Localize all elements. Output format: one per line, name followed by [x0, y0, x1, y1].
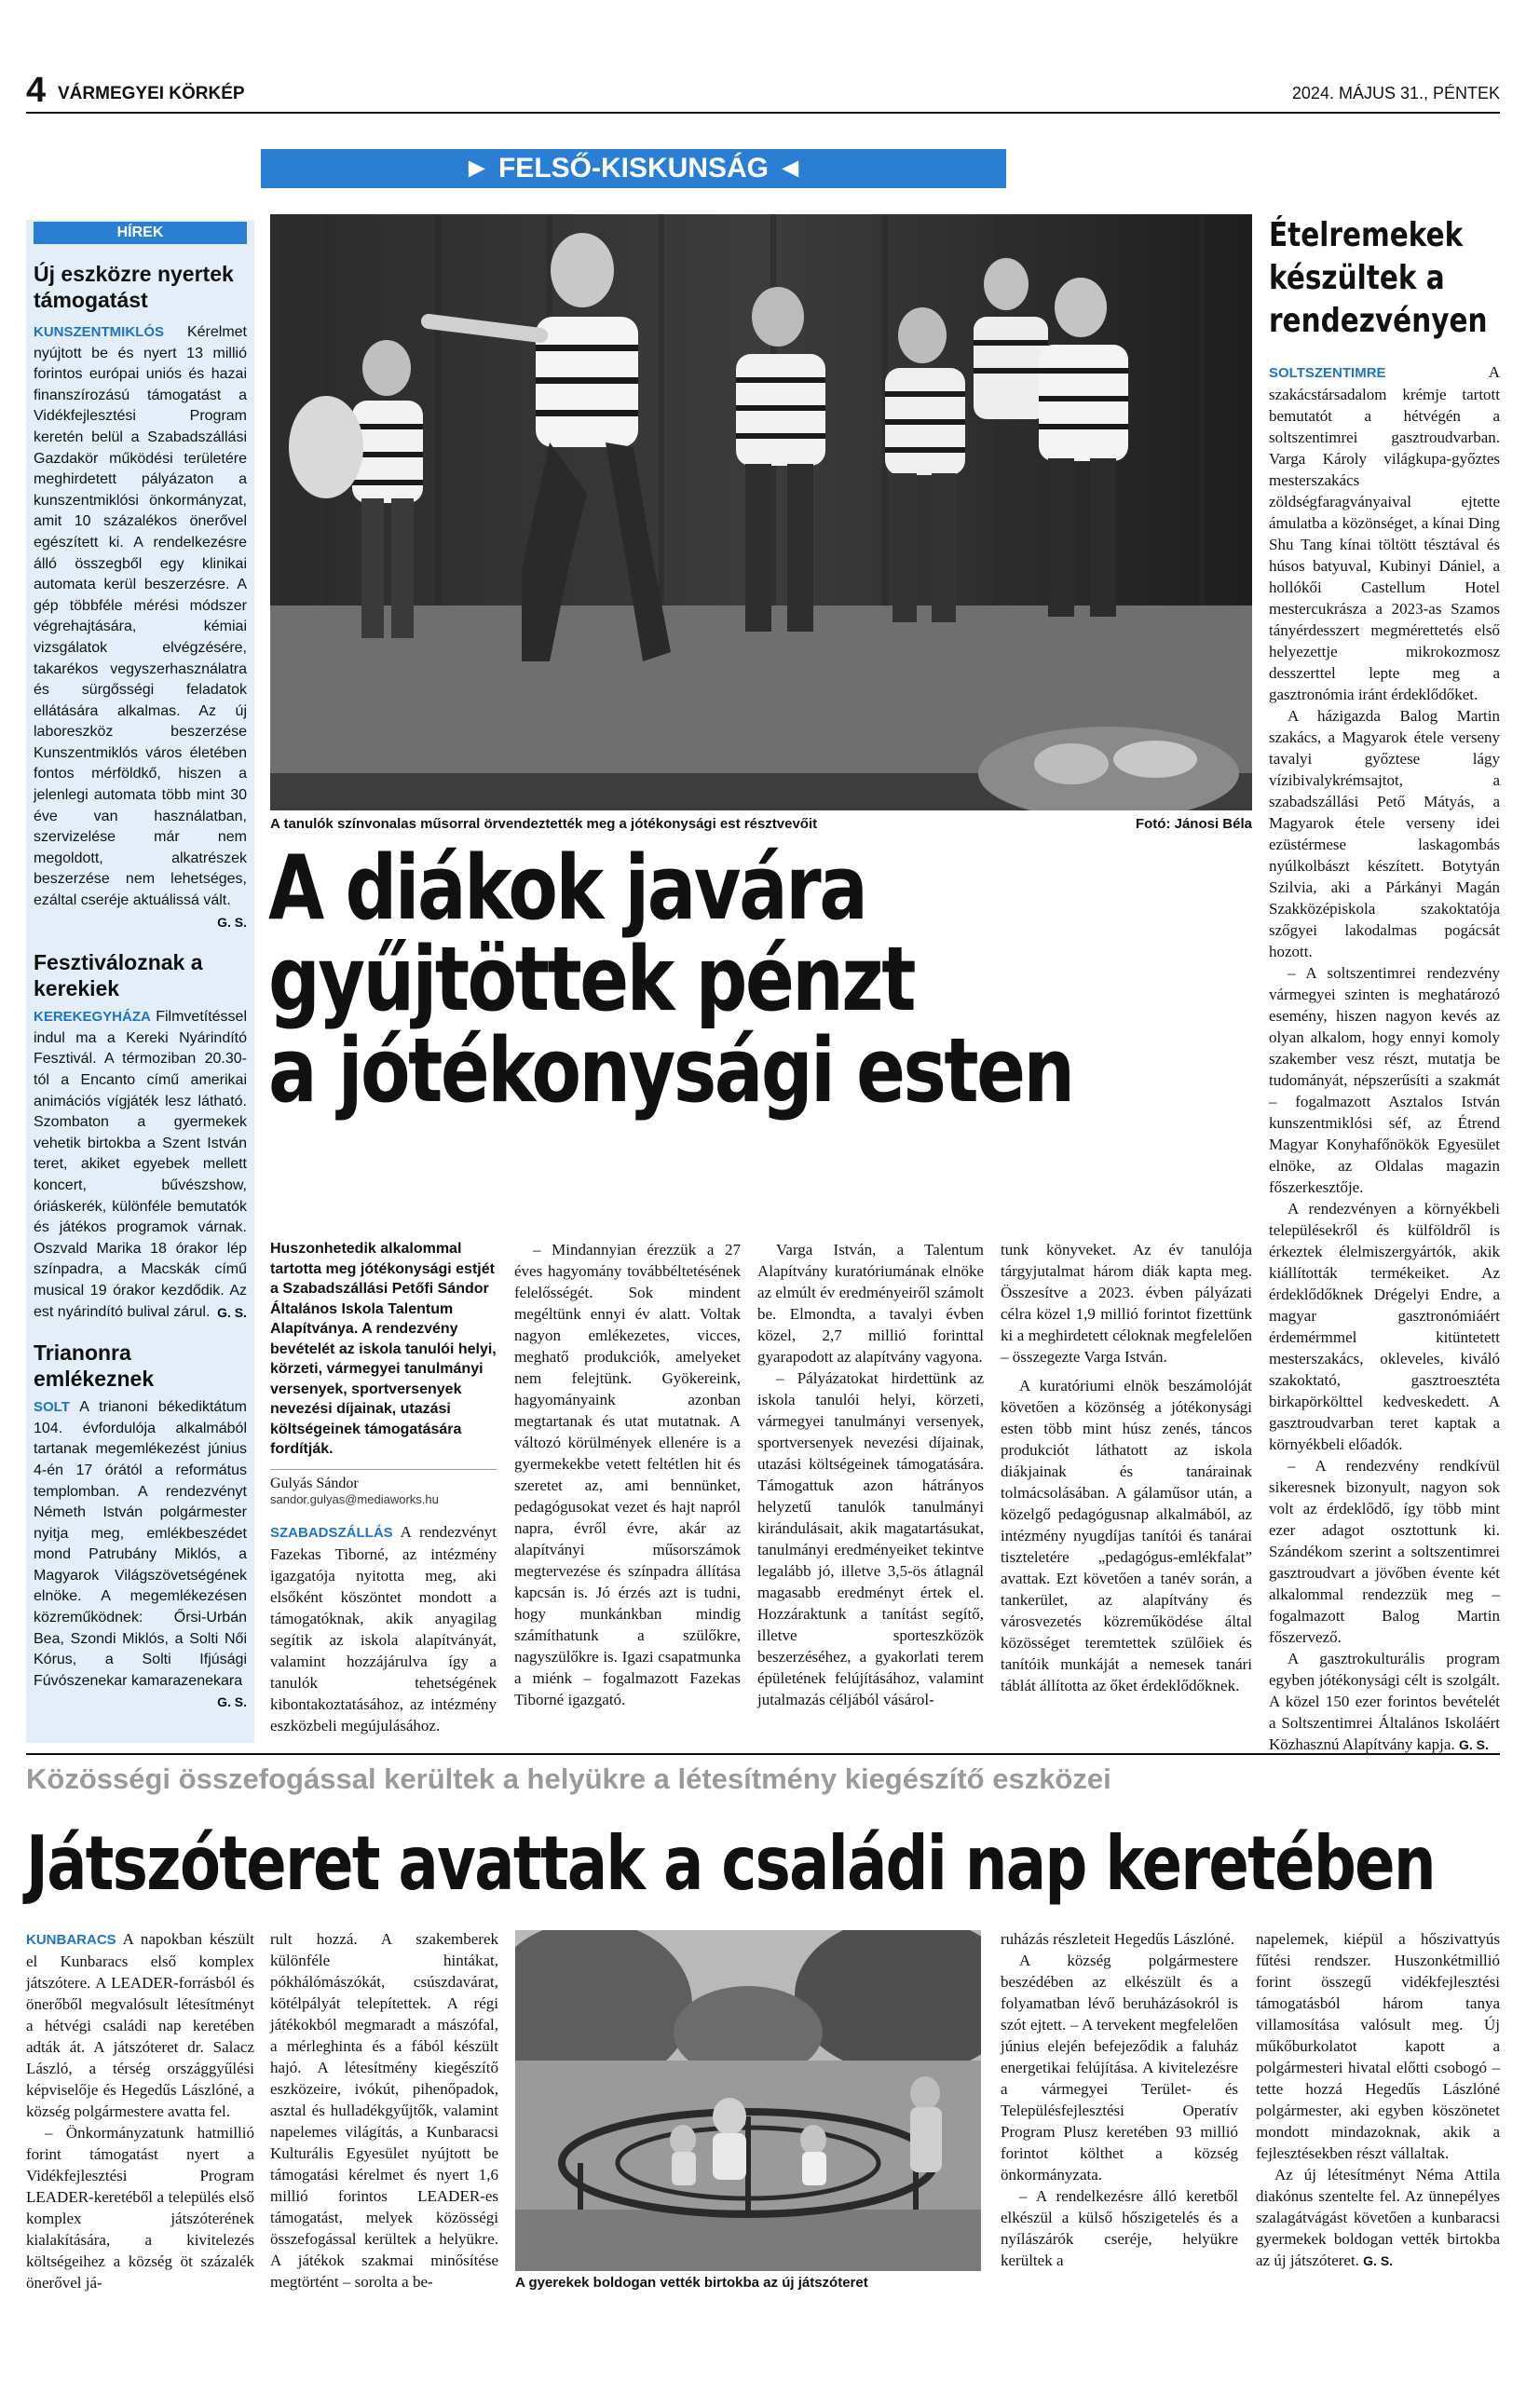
- article-paragraph: A szakácstársadalom krémje tartott bemutatót a hétvégén a soltszentimrei gasztroudvarban. Varga Károly világkupa-győztes mesterszakács zöldségfaragványaival ejtette ámulatba a közönséget, a kínai Ding Shu Tang kínai töltött tésztával és húsos batyuval, Kubinyi Dániel, a hollókői Castellum Hotel mestercukrásza a 2023-as Szamos tányérdesszert megmérettetés első helyezettje mikrokozmosz desszerttel lepte meg a gasztronómia iránt érdeklődőket.: [1269, 363, 1500, 703]
- dancing-children-image: [270, 214, 1252, 810]
- article-paragraph: rult hozzá. A szakemberek különféle hintákat, pókhálómászókát, csúszdavárat, kötélpályát telepítettek. A régi játékokból megmaradt a mászófal, a mérleghinta és a fából készült hajó. A létesítmény kiegészítő eszközeire, ivókút, pihenőpadok, asztal és hulladékgyűjtők, valamint napelemes világítás, a Kunbaracsi Kulturális Egyesület nyújtott be támogatási kérelmet és nyert 1,6 millió forintos LEADER-es támogatást, melyek közösségi összefogással kerültek a helyükre. A játékok szakmai minősítése megtörtént – sorolta a be-: [270, 1930, 498, 2291]
- bottom-signature: G. S.: [1363, 2253, 1394, 2268]
- news-sidebar: [26, 220, 254, 1743]
- right-title-line: rendezvényen: [1269, 302, 1488, 340]
- playground-image: [515, 1930, 981, 2293]
- photo-credit: Fotó: Jánosi Béla: [1135, 816, 1252, 832]
- right-title-line: Ételremekek: [1269, 216, 1464, 254]
- news-item-kicker: KEREKEGYHÁZA: [34, 1009, 151, 1026]
- right-article-kicker: SOLTSZENTIMRE: [1269, 365, 1386, 381]
- news-item: [26, 244, 254, 930]
- article-lead: Huszonhetedik alkalommal tartotta meg jótékonysági estjét a Szabadszállási Petőfi Sándor Általános Iskola Talentum Alapítványa. A rendezvény bevételét az iskola tanulói helyi, körzeti, vármegyei tanulmányi versenyek, sportversenyek nevezési díjainak, utazási költségeinek támogatására fordítják.: [270, 1241, 497, 1457]
- playground-caption: A gyerekek boldogan vették birtokba az új játszóteret: [515, 2271, 981, 2293]
- right-article: [1269, 214, 1500, 1756]
- news-item-text: Filmvetítéssel indul ma a Kereki Nyárindító Fesztivál. A térmoziban 20.30-tól a Encanto című amerikai animációs vígjáték lesz látható. Szombaton a gyermekek vehetik birtokba a Szent István teret, akiket egyebek mellett koncert, bűvészshow, óriáskerék, különféle bemutatók és játékos programok várnak. Oszvald Marika 18 órakor lép színpadra, a Macskák című musical 19 órakor kezdődik. Az est nyárindító bulival zárul.: [34, 1009, 247, 1320]
- page-header: [26, 71, 1500, 114]
- headline-line: A diákok javára: [268, 837, 866, 940]
- photo-caption-text: A tanulók színvonalas műsorral örvendeztették meg a jótékonysági est résztvevőit: [270, 816, 818, 832]
- article-paragraph: napelemek, kiépül a hőszivattyús fűtési rendszer. Huszonkétmillió forint összegű vidékfejlesztési támogatásból három tanya villamosítása valósult meg. Új műkőburkolatot kapott a polgármesteri hivatal előtti csobogó – tette hozzá Hegedűs Lászlóné polgármester, aki egyben köszönetet mondott mindazoknak, akik a fejlesztésekben részt vállaltak.: [1256, 1930, 1500, 2162]
- playground-photo: [515, 1930, 981, 2293]
- news-item-kicker: KUNSZENTMIKLÓS: [34, 324, 164, 340]
- page-number: 4: [26, 71, 47, 110]
- bottom-kicker: KUNBARACS: [26, 1932, 116, 1948]
- article-paragraph: A rendezvényen a környékbeli településekről és külföldről is érkeztek élelmiszergyártók, akik kiállították termékeiket. Az érdeklődőknek Drégelyi Endre, a magyar gasztronómiáért érdemérmmel kitüntetett mesterszakács, okleveles, kiváló szakoktató, gasztroesztéta birkapörkölttel kedveskedett. A gasztroudvarban teret kaptak a környékbeli előadók.: [1269, 1200, 1500, 1453]
- article-text: A rendezvényt Fazekas Tiborné, az intézmény igazgatója nyitotta meg, aki elsőként köszöntet mondott a támogatóknak, akik anyagilag segítik az iskola alapítványát, valamint hozzájárulva így a tanulók tehetségének kibontakoztatásához, az intézmény eszközbeli megújulásához.: [270, 1522, 497, 1735]
- article-paragraph: ruházás részleteit Hegedűs Lászlóné.: [1001, 1930, 1235, 1948]
- author-email: sandor.gulyas@mediaworks.hu: [270, 1491, 439, 1506]
- article-paragraph: – A rendelkezésre álló keretből elkészül a külső hőszigetelés és a nyílászárók cseréje, helyükre kerültek a: [1001, 2187, 1238, 2269]
- region-banner: [261, 149, 1006, 188]
- article-paragraph: – Önkormányzatunk hatmillió forint támogatást nyert a Vidékfejlesztési Program LEADER-keretéből a település első komplex játszóterének kialakítására, a kivitelezés költségeihez a község öt százalék önerővel já-: [26, 2124, 254, 2292]
- bottom-column-2: [270, 1928, 498, 2292]
- news-item-signature: G. S.: [217, 1304, 247, 1320]
- main-headline: [268, 837, 1078, 1122]
- news-item-title: Új eszközre nyertek támogatást: [34, 262, 234, 312]
- bottom-column-1: [26, 1928, 254, 2293]
- news-item-kicker: SOLT: [34, 1399, 70, 1416]
- main-column-3: [757, 1239, 984, 1710]
- right-article-title: [1269, 214, 1498, 343]
- section-title: VÁRMEGYEI KÖRKÉP: [58, 84, 245, 103]
- news-item-text: Kérelmet nyújtott be és nyert 13 millió forintos európai uniós és hazai finanszírozású támogatást a Vidékfejlesztési Program keretén belül a Szabadszállási Gazdakör működési területére meghirdetett pályázaton a kunszentmiklósi önkormányzat, amit 10 százalékos önerővel egészített ki. A rendelkezésre álló összegből egy klinikai automata kerül beszerzésre. A gép többféle mérési módszer végrehajtására, kémiai vizsgálatok elvégzésére, takarékos vegyszerhasználatra és sürgősségi feladatok ellátására alkalmas. Az új laboreszköz beszerzése Kunszentmiklós város életében fontos mérföldkő, hiszen a jelenlegi automata több mint 30 éve van használatban, szervizelése már nem megoldott, alkatrészek beszerzése nem lehetséges, ezáltal cseréje aktuálissá vált.: [34, 324, 247, 909]
- headline-line: a jótékonysági esten: [268, 1020, 1073, 1122]
- news-item-signature: G. S.: [217, 914, 247, 930]
- news-item-title: Trianonra emlékeznek: [34, 1340, 155, 1392]
- sidebar-label: HÍREK: [34, 222, 247, 244]
- article-paragraph: – A rendezvény rendkívül sikeresnek bizonyult, nagyon sok volt az érdeklődő, így több mint ezer adagot osztottunk ki. Szándékom szerint a soltszentimrei gasztroudvart a jövőben évente két alkalommal rendezzük meg – fogalmazott Balog Martin főszervező.: [1269, 1457, 1500, 1646]
- headline-line: gyűjtöttek pénzt: [268, 929, 914, 1031]
- news-item-signature: G. S.: [217, 1694, 247, 1710]
- article-paragraph: A község polgármestere beszédében az elkészült és a folyamatban lévő beruházásokról is szót ejtett. – A tervekent megfelelően június elején befejeződik a faluház energetikai felújítása. A kivitelezésre a vármegyei Terület- és Településfejlesztési Operatív Program Plusz keretében 93 millió forintot költhet a község önkormányzata.: [1001, 1952, 1238, 2184]
- news-item: [26, 932, 254, 1323]
- region-banner-label: ► FELSŐ-KISKUNSÁG ◄: [462, 153, 805, 184]
- bottom-column-3: [1001, 1928, 1238, 2271]
- bottom-overline: Közösségi összefogással kerültek a helyükre a létesítmény kiegészítő eszközei: [26, 1762, 1111, 1795]
- article-paragraph: A kuratóriumi elnök beszámolóját követően a közönség a jótékonysági esten több mint húsz zenés, táncos produkciót láthatott az iskola diákjainak és tanárainak tolmácsolásában. A gálaműsor után, a közelgő pedagógusnap alkalmából, az intézmény nyugdíjas tanítói és tanárai tiszteletére „pedagógus-emlékfalat” avattak. Ezt követően a tanév során, a tankerület, az alapítvány és városvezetés közreműködése által közösséget teremtettek szülőiek és tanítóik munkáját a nemesek tanári táblát állította az őket érdeklődőknek.: [1001, 1377, 1252, 1694]
- main-column-4: [1001, 1239, 1252, 1696]
- main-column-2: [514, 1239, 741, 1710]
- article-paragraph: Az új létesítményt Néma Attila diakónus szentelte fel. Az ünnepélyes szalagátvágást követően a kunbaracsi gyermekek boldogan vették birtokba az új játszóteret.: [1256, 2166, 1500, 2269]
- article-paragraph: – A soltszentimrei rendezvény vármegyei szinten is meghatározó esemény, hiszen nagyon kevés az olyan alkalom, hogy ennyi komoly szakember vesz részt, mutatja be tudományát, népszerűsíti a szakmát – fogalmazott Asztalos István kunszentmiklósi séf, az Étrend Magyar Konyhafőnökök Egyesület elnöke, az Oldalas magazin főszerkesztője.: [1269, 964, 1500, 1196]
- news-item-text: A trianoni békediktátum 104. évfordulója alkalmából tartanak megemlékezést június 4-én 17 órától a református templomban. A rendezvényt Németh István polgármester nyitja meg, emlékbeszédet mond Patrubány Miklós, a Magyarok Világszövetségének elnöke. A megemlékezésen közreműködnek: Őrsi-Urbán Bea, Szondi Miklós, a Solti Női Kórus, a Solti Ifjúsági Fúvószenekar kamarazenekara: [34, 1399, 248, 1689]
- main-column-1: [270, 1239, 497, 1736]
- article-paragraph: – Mindannyian érezzük a 27 éves hagyomány továbbéltetésének felelősségét. Sok mindent megéltünk ennyi év alatt. Voltak nagyon emlékezetes, vicces, meghatő produkciók, amelyeket nem felejtünk. Gyökereink, hagyományaink azonban megtartanak és utat mutatnak. A változó körülmények ellenére is a gyermekekbe vetett feltétlen hit és szeretet az, ami bennünket, pedagógusokat vezet és hajt napról napra, évről évre, akár az alapítványi műsorszámok megtervezése és színpadra állítása kapcsán is. Jó érzés azt is tudni, hogy munkánkban mindig számíthatunk a szülőkre, nagyszülőkre is. Igazi csapatmunka a miénk – fogalmazott Fazekas Tiborné igazgató.: [514, 1241, 741, 1708]
- article-paragraph: – Pályázatokat hirdettünk az iskola tanulói helyi, körzeti, vármegyei tanulmányi versenyek, sportversenyek nevezési díjainak, utazási költségeinek támogatására. Támogattuk azon hátrányos helyzetű tanulók tanulmányi kirándulásait, akik magatartásukat, tanulmányi eredményeiket tekintve legalább jó, illetve 3,5-ös átlagnál magasabb eredményt értek el. Hozzáraktunk a tanítást segítő, illetve sporteszközök beszerzéséhez, a gyakorlati terem épületének felújításához, valamint jutalmazás céljából vásárol-: [757, 1369, 984, 1708]
- issue-date: 2024. MÁJUS 31., PÉNTEK: [1291, 84, 1500, 102]
- bottom-headline: Játszóteret avattak a családi nap keretében: [26, 1820, 1435, 1907]
- bottom-divider: [26, 1753, 1500, 1755]
- news-item: [26, 1323, 254, 1710]
- article-paragraph: Varga István, a Talentum Alapítvány kuratóriumának elnöke az elmúlt év eredményeiről számolt be. Elmondta, a tavalyi évben közel, 2,7 millió forinttal gyarapodott az alapítvány vagyona.: [757, 1241, 984, 1366]
- author-name: Gulyás Sándor: [270, 1475, 359, 1491]
- article-kicker: SZABADSZÁLLÁS: [270, 1524, 393, 1541]
- dance-photo: [270, 214, 1252, 810]
- right-title-line: készültek a: [1269, 259, 1445, 297]
- article-paragraph: tunk könyveket. Az év tanulója tárgyjutalmat három diák kapta meg. Összesítve a 2023. évben pályázati célra közel 1,9 millió forintot fizettünk ki a meghirdetett céloknak megfelelően – összegezte Varga István.: [1001, 1241, 1252, 1366]
- photo-caption: [270, 816, 1252, 837]
- article-paragraph: A házigazda Balog Martin szakács, a Magyarok étele verseny tavalyi győztese lágy vízibivalykrémsajtot, a szabadszállási Pető Mátyás, a Magyarok étele verseny idei ezüstérmese laskagombás nyúlkolbászt készített. Botytyán Szilvia, aki a Párkányi Magán Szakközépiskola szakoktatója szőgyei lakodalmas pogácsát hozott.: [1269, 707, 1500, 960]
- bottom-column-4: [1256, 1928, 1500, 2272]
- right-article-signature: G. S.: [1458, 1737, 1489, 1752]
- article-paragraph: A napokban készült el Kunbaracs első komplex játszótere. A LEADER-forrásból és önerőből megvalósult létesítményt a hétvégi családi nap keretében adták át. A játszóteret dr. Salacz László, a térség országgyűlési képviselője és Hegedűs Lászlóné, a község polgármestere avatta fel.: [26, 1930, 254, 2120]
- news-item-title: Fesztiváloznak a kerekiek: [34, 950, 203, 1001]
- article-paragraph: A gasztrokulturális program egyben jótékonysági célt is szolgált. A közel 150 ezer forintos bevételét a Soltszentimrei Általános Iskoláért Közhasznú Alapítvány kapja.: [1269, 1650, 1500, 1753]
